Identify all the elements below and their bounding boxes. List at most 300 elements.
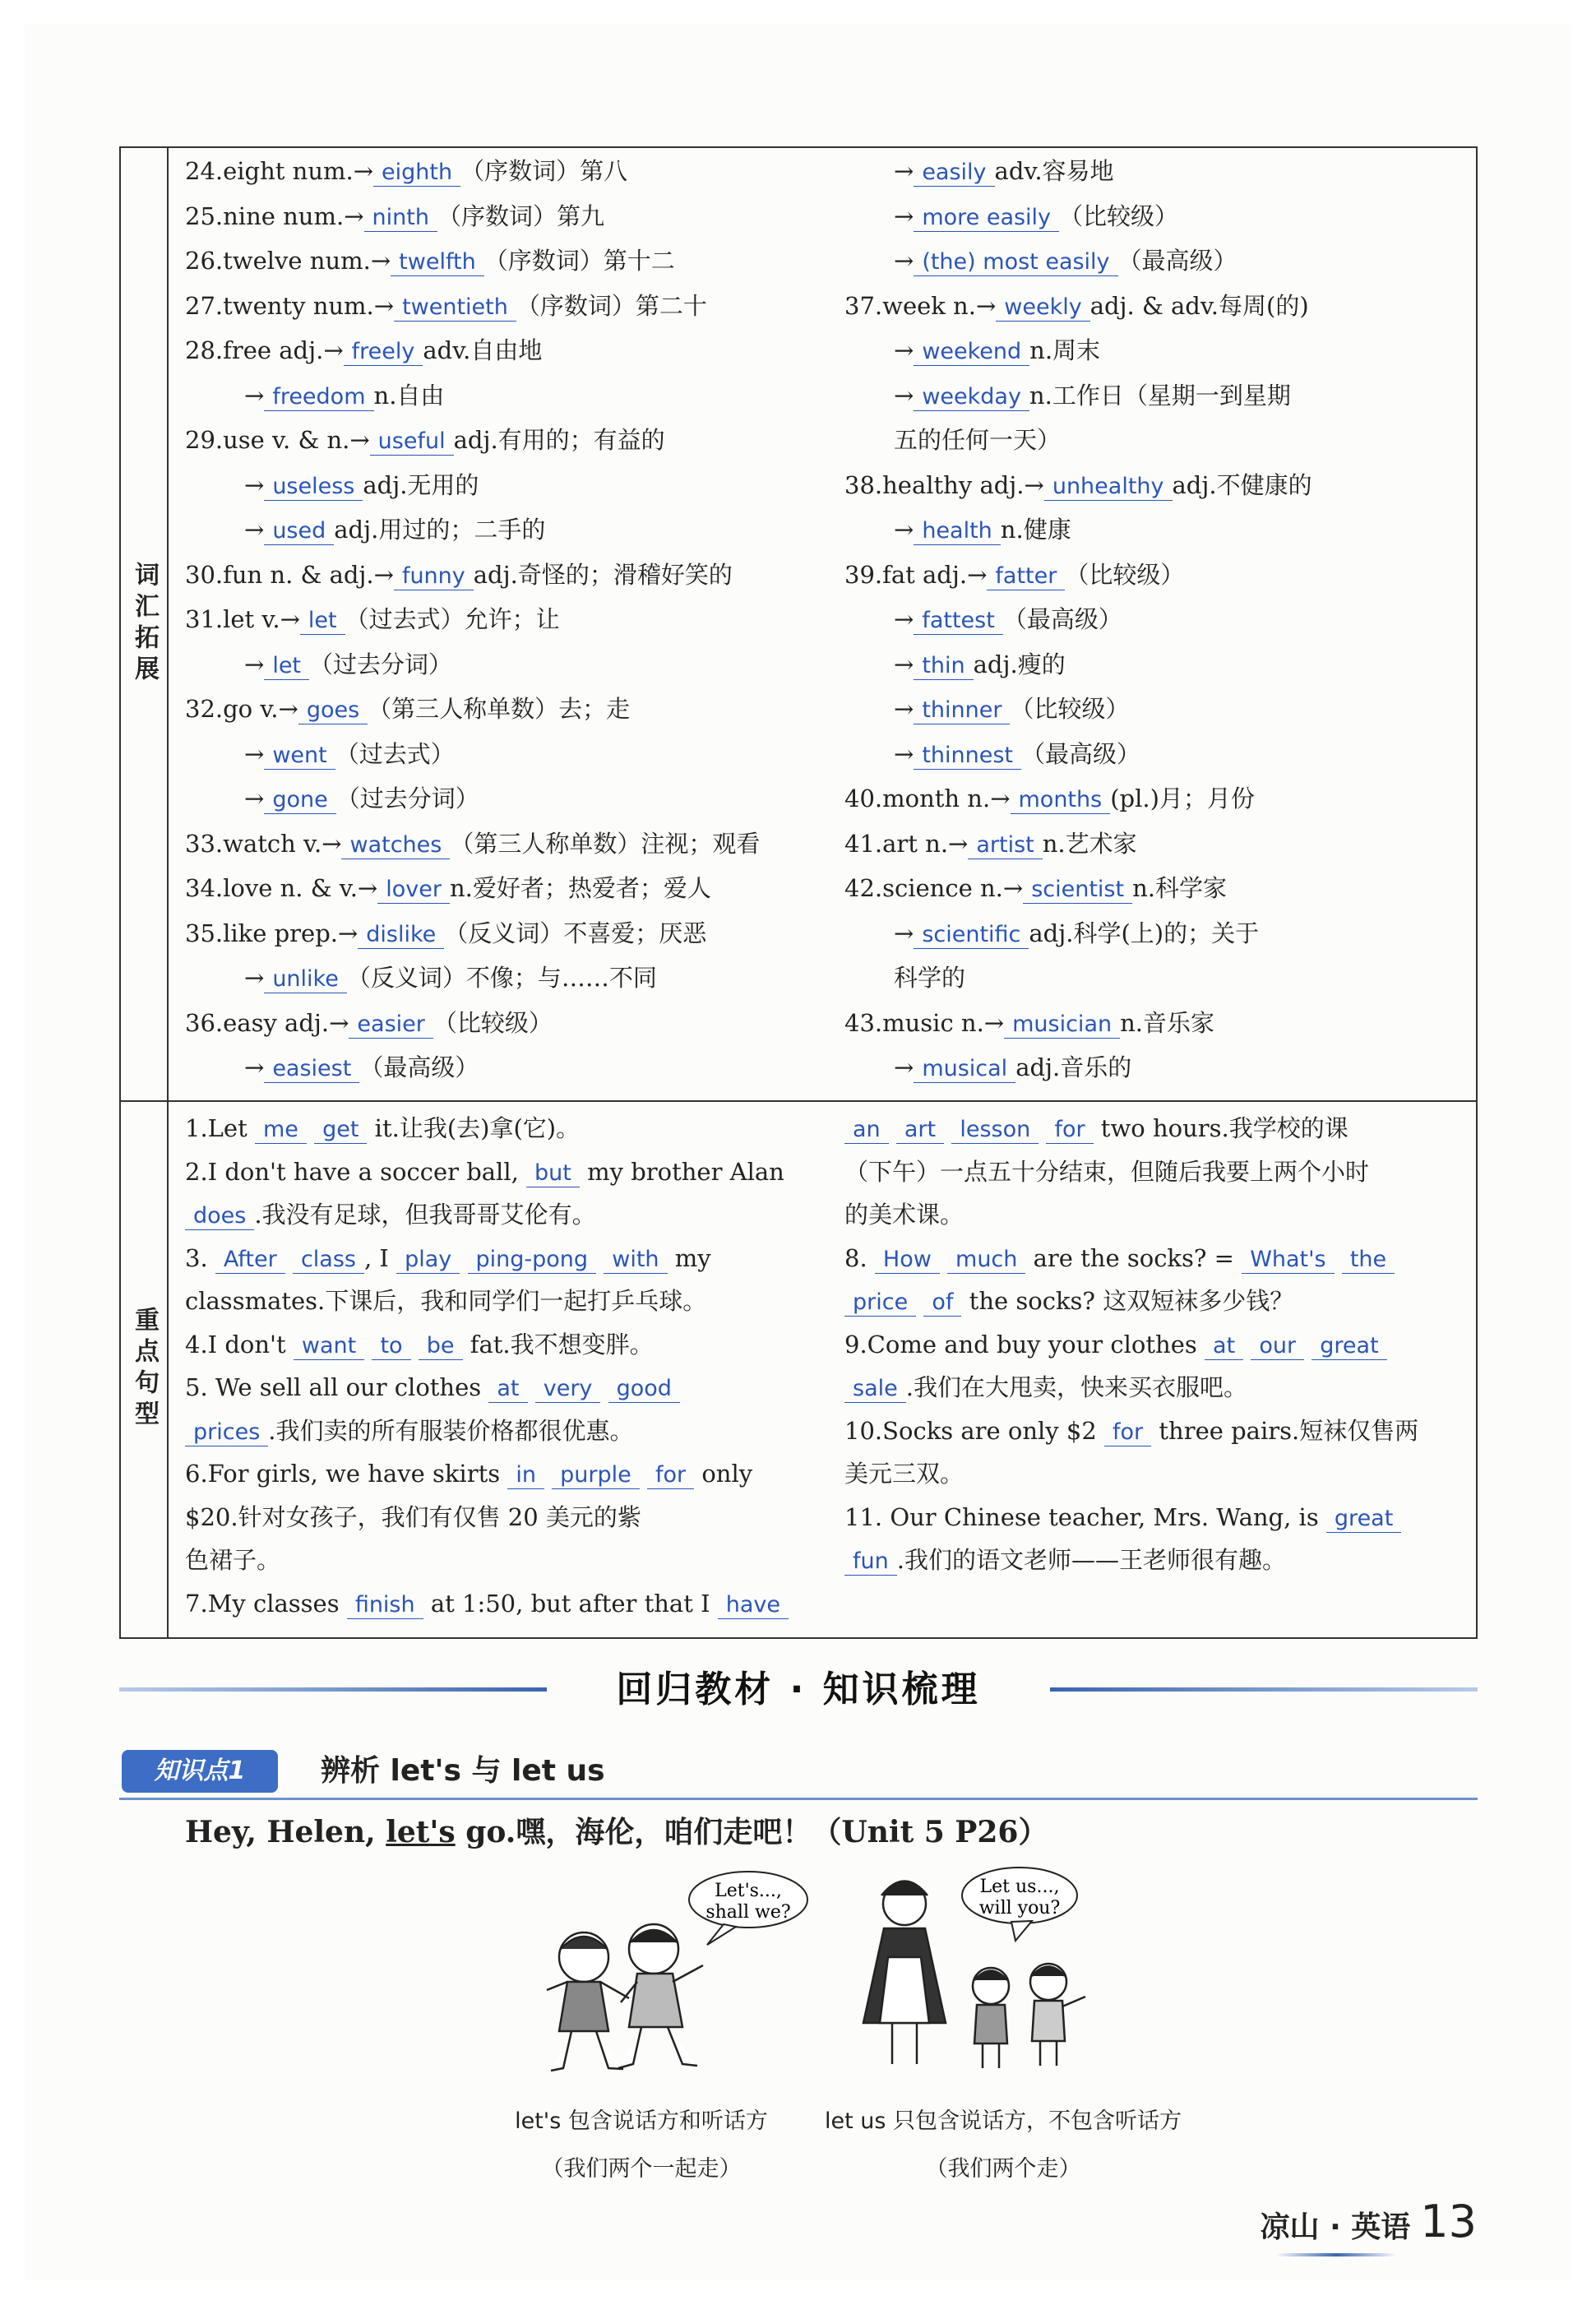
vocab-gloss: n.音乐家 bbox=[1120, 1008, 1215, 1037]
vocab-stem: → bbox=[894, 247, 914, 275]
vocab-gloss: （序数词）第九 bbox=[437, 201, 604, 230]
answer-blank: our bbox=[1251, 1333, 1304, 1360]
sentence-line bbox=[844, 1501, 1401, 1534]
sentence-line bbox=[185, 1371, 680, 1404]
small-kid-left bbox=[973, 1968, 1009, 2068]
vocab-gloss: n.健康 bbox=[1000, 516, 1071, 544]
answer-blank: lesson bbox=[951, 1117, 1039, 1144]
vocab-gloss: （比较级） bbox=[433, 1008, 553, 1037]
footer-text: 凉山 · 英语 bbox=[1260, 2210, 1411, 2244]
answer-blank: with bbox=[604, 1247, 667, 1274]
vocab-entry bbox=[185, 692, 630, 725]
vocab-stem: 43.music n.→ bbox=[844, 1008, 1005, 1037]
vocab-entry bbox=[894, 155, 1114, 187]
vocab-gloss: （序数词）第十二 bbox=[483, 247, 675, 275]
answer-blank: easiest bbox=[264, 1056, 359, 1083]
example-post: go.嘿，海伦，咱们走吧！（Unit 5 P26） bbox=[455, 1815, 1048, 1849]
answer-blank: artist bbox=[968, 832, 1042, 859]
vocab-stem: → bbox=[894, 1053, 914, 1081]
vocab-entry bbox=[894, 917, 1259, 950]
answer-blank: want bbox=[294, 1333, 364, 1360]
vocab-stem: 26.twelve num.→ bbox=[185, 247, 391, 275]
knowledge-point-badge: 知识点1 bbox=[122, 1750, 278, 1793]
vocab-stem: → bbox=[894, 739, 914, 768]
answer-blank: let bbox=[264, 653, 309, 680]
vocab-entry bbox=[185, 917, 706, 950]
answer-blank: fatter bbox=[987, 563, 1065, 590]
sentence-line bbox=[185, 1587, 789, 1620]
vocab-gloss: 科学的 bbox=[894, 964, 966, 992]
vocab-entry bbox=[185, 334, 542, 367]
vocab-gloss: n.科学家 bbox=[1132, 874, 1227, 902]
vocab-stem: 31.let v.→ bbox=[185, 605, 300, 633]
heading-rule-left bbox=[119, 1687, 547, 1692]
sentence-text: 11. Our Chinese teacher, Mrs. Wang, is bbox=[844, 1502, 1326, 1531]
answer-blank: twentieth bbox=[394, 294, 516, 322]
sentence-text bbox=[1304, 1331, 1311, 1358]
answer-blank: at bbox=[1205, 1333, 1243, 1360]
answer-blank: freely bbox=[344, 339, 423, 366]
vocab-entry bbox=[844, 289, 1309, 322]
answer-blank: (the) most easily bbox=[914, 249, 1117, 276]
sentence-line bbox=[185, 1112, 580, 1145]
sentence-text: .我们卖的所有服装价格都很优惠。 bbox=[268, 1416, 634, 1445]
answer-blank: unhealthy bbox=[1044, 474, 1173, 501]
vocab-entry bbox=[185, 289, 707, 322]
sentence-text: 10.Socks are only $2 bbox=[844, 1416, 1105, 1445]
vocab-entry bbox=[894, 1051, 1131, 1084]
vocab-stem: 36.easy adj.→ bbox=[185, 1008, 349, 1037]
answer-blank: After bbox=[215, 1247, 285, 1274]
vocab-entry bbox=[185, 558, 733, 591]
answer-blank: fun bbox=[844, 1548, 897, 1576]
answer-blank: purple bbox=[552, 1462, 640, 1489]
answer-blank: to bbox=[372, 1333, 410, 1360]
vocab-gloss: 五的任何一天） bbox=[894, 426, 1062, 454]
vocab-stem: 42.science n.→ bbox=[844, 874, 1024, 902]
sentence-text bbox=[640, 1460, 647, 1488]
sentence-text: fat.我不想变胖。 bbox=[462, 1330, 654, 1358]
vocab-section-label bbox=[121, 148, 169, 1100]
vocab-gloss: adj.无用的 bbox=[363, 470, 479, 499]
footer-bar bbox=[1274, 2253, 1398, 2256]
vocab-stem: → bbox=[244, 1053, 265, 1081]
answer-blank: gone bbox=[264, 787, 335, 814]
answer-blank: good bbox=[608, 1376, 680, 1403]
answer-blank: months bbox=[1011, 787, 1111, 814]
caption-let-us: let us 只包含说话方，不包含听话方 bbox=[824, 2108, 1182, 2134]
answer-blank: ninth bbox=[364, 205, 437, 232]
answer-blank: scientist bbox=[1023, 877, 1132, 904]
vocab-gloss: （最高级） bbox=[1021, 739, 1141, 768]
answer-blank: at bbox=[488, 1376, 527, 1403]
vocab-gloss: (pl.)月；月份 bbox=[1110, 785, 1255, 812]
vocab-gloss: （比较级） bbox=[1059, 201, 1179, 230]
vocab-stem: → bbox=[894, 157, 914, 185]
vocab-entry bbox=[894, 200, 1178, 233]
vocab-gloss: （序数词）第二十 bbox=[516, 291, 707, 320]
sentence-text: 的美术课。 bbox=[844, 1201, 965, 1229]
answer-blank: for bbox=[1046, 1117, 1093, 1144]
vocab-stem: 40.month n.→ bbox=[844, 785, 1011, 812]
example-sentence bbox=[185, 1809, 1048, 1855]
vocab-entry bbox=[894, 961, 965, 994]
vocab-entry bbox=[185, 200, 604, 233]
sentence-text: .我们在大甩卖，快来买衣服吧。 bbox=[905, 1373, 1247, 1401]
sentence-line bbox=[844, 1544, 1286, 1576]
answer-blank: goes bbox=[298, 697, 368, 724]
sentence-text: two hours.我学校的课 bbox=[1093, 1114, 1349, 1142]
answer-blank: for bbox=[1104, 1419, 1151, 1446]
vocab-entry bbox=[185, 424, 665, 456]
vocab-stem: 35.like prep.→ bbox=[185, 919, 359, 947]
answer-blank: health bbox=[914, 518, 1000, 545]
vocab-entry bbox=[185, 155, 627, 187]
answer-blank: weekend bbox=[914, 339, 1029, 366]
vocab-gloss: adj.奇怪的；滑稽好笑的 bbox=[473, 560, 733, 589]
answer-blank: very bbox=[535, 1376, 601, 1403]
answer-blank: play bbox=[396, 1247, 460, 1274]
vocab-stem: 24.eight num.→ bbox=[185, 157, 374, 185]
sentence-text: classmates.下课后，我和同学们一起打乒乓球。 bbox=[185, 1287, 707, 1315]
sentence-label-text: 重点句型 bbox=[130, 1306, 159, 1432]
sentence-line bbox=[844, 1371, 1247, 1404]
answer-blank: dislike bbox=[358, 922, 444, 949]
vocab-entry bbox=[185, 1007, 553, 1039]
vocab-stem: 25.nine num.→ bbox=[185, 201, 364, 230]
sentence-text bbox=[1243, 1331, 1251, 1358]
vocab-entry bbox=[185, 827, 760, 860]
vocab-gloss: adj.不健康的 bbox=[1172, 470, 1312, 499]
vocab-gloss: adj.用过的；二手的 bbox=[334, 516, 546, 544]
vocab-gloss: adv.容易地 bbox=[994, 157, 1114, 185]
vocab-entry bbox=[185, 603, 560, 636]
vocab-stem: 28.free adj.→ bbox=[185, 336, 344, 364]
vocab-stem: → bbox=[244, 516, 265, 544]
sentence-text: 5. We sell all our clothes bbox=[185, 1373, 489, 1401]
vocab-gloss: adj. & adv.每周(的) bbox=[1089, 291, 1309, 320]
answer-blank: great bbox=[1326, 1506, 1401, 1533]
sentence-text bbox=[889, 1114, 896, 1142]
caption-let-us-sub: （我们两个走） bbox=[925, 2156, 1081, 2182]
vocab-gloss: （最高级） bbox=[359, 1053, 479, 1081]
answer-blank: price bbox=[844, 1289, 916, 1317]
caption-lets-sub: （我们两个一起走） bbox=[541, 2156, 742, 2182]
sentence-text bbox=[944, 1114, 951, 1142]
vocab-stem: → bbox=[244, 785, 265, 812]
section-heading-title: 回归教材 · 知识梳理 bbox=[616, 1669, 981, 1710]
vocab-stem: → bbox=[894, 516, 914, 544]
vocab-stem: → bbox=[244, 650, 265, 678]
sentence-text: 色裙子。 bbox=[185, 1546, 281, 1574]
answer-blank: have bbox=[718, 1592, 789, 1619]
answer-blank: sale bbox=[844, 1376, 906, 1403]
vocab-entry bbox=[894, 244, 1237, 277]
sentence-text: 7.My classes bbox=[185, 1589, 347, 1618]
sentence-text bbox=[460, 1244, 467, 1272]
vocab-stem: → bbox=[894, 336, 914, 364]
vocab-entry bbox=[844, 782, 1255, 815]
answer-blank: thin bbox=[914, 653, 973, 680]
answer-blank: lover bbox=[377, 877, 450, 904]
page-footer bbox=[1261, 2196, 1477, 2247]
vocab-label-text: 词汇拓展 bbox=[130, 562, 159, 687]
vocab-entry bbox=[244, 513, 545, 546]
answer-blank: used bbox=[264, 518, 334, 545]
woman-figure bbox=[863, 1881, 946, 2065]
answer-blank: for bbox=[647, 1462, 694, 1489]
vocab-gloss: （序数词）第八 bbox=[460, 157, 628, 185]
vocab-entry bbox=[844, 827, 1137, 860]
answer-blank: freedom bbox=[264, 384, 373, 411]
vocab-gloss: （过去式）允许；让 bbox=[345, 605, 560, 633]
vocab-gloss: （反义词）不喜爱；厌恶 bbox=[444, 919, 707, 947]
heading-rule-right bbox=[1050, 1687, 1478, 1692]
vocab-entry bbox=[244, 738, 455, 771]
vocab-entry bbox=[894, 424, 1061, 456]
vocab-gloss: adj.瘦的 bbox=[973, 650, 1066, 678]
vocab-entry bbox=[185, 872, 711, 905]
sentence-text: 2.I don't have a soccer ball, bbox=[185, 1157, 527, 1186]
answer-blank: What's bbox=[1242, 1247, 1334, 1274]
vocab-stem: → bbox=[894, 919, 914, 947]
vocab-gloss: （最高级） bbox=[1117, 247, 1237, 275]
answer-blank: useless bbox=[264, 474, 363, 501]
vocab-entry bbox=[894, 738, 1140, 771]
section-heading bbox=[119, 1661, 1478, 1719]
answer-blank: funny bbox=[394, 563, 474, 590]
vocab-entry bbox=[844, 872, 1227, 905]
vocab-entry bbox=[244, 379, 444, 412]
answer-blank: ping-pong bbox=[468, 1247, 597, 1274]
vocab-entry bbox=[894, 603, 1122, 636]
sentence-text bbox=[544, 1460, 552, 1488]
vocab-stem: 32.go v.→ bbox=[185, 695, 298, 723]
answer-blank: class bbox=[293, 1247, 364, 1274]
answer-blank: thinnest bbox=[914, 743, 1021, 770]
vocab-entry bbox=[844, 1007, 1214, 1039]
vocab-stem: → bbox=[244, 381, 265, 410]
sentence-text: 1.Let bbox=[185, 1114, 255, 1142]
answer-blank: be bbox=[419, 1333, 463, 1360]
answer-blank: get bbox=[314, 1117, 367, 1144]
sentence-line bbox=[185, 1155, 784, 1188]
answer-blank: musical bbox=[914, 1056, 1015, 1083]
vocab-stem: 39.fat adj.→ bbox=[844, 560, 988, 589]
section-divider bbox=[121, 1100, 1476, 1102]
answer-blank: musician bbox=[1004, 1011, 1120, 1039]
bubble2-line1: Let us..., bbox=[979, 1877, 1060, 1897]
sentence-line bbox=[185, 1501, 641, 1534]
sentence-text: my brother Alan bbox=[579, 1157, 784, 1186]
bubble1-line2: shall we? bbox=[705, 1902, 791, 1923]
sentence-line bbox=[185, 1457, 752, 1490]
sentence-text bbox=[411, 1331, 419, 1358]
sentence-line bbox=[844, 1457, 964, 1490]
sentence-line bbox=[185, 1414, 634, 1447]
answer-blank: easier bbox=[349, 1011, 433, 1039]
answer-blank: twelfth bbox=[391, 249, 484, 276]
vocab-entry bbox=[894, 648, 1066, 681]
vocab-stem: 37.week n.→ bbox=[844, 291, 997, 320]
sentence-text bbox=[916, 1287, 923, 1315]
sentence-line bbox=[844, 1328, 1387, 1361]
sentence-line bbox=[185, 1284, 706, 1317]
answer-blank: the bbox=[1342, 1247, 1395, 1274]
vocab-entry bbox=[244, 469, 479, 502]
answer-blank: much bbox=[947, 1247, 1025, 1274]
speech-bubble-let-us bbox=[962, 1868, 1077, 1941]
sentence-text bbox=[600, 1373, 608, 1401]
vocab-entry bbox=[894, 379, 1291, 412]
sentence-text bbox=[307, 1114, 314, 1142]
sentence-text: 4.I don't bbox=[185, 1330, 294, 1358]
answer-blank: an bbox=[844, 1117, 889, 1144]
answer-blank: scientific bbox=[914, 922, 1029, 949]
answer-blank: let bbox=[300, 608, 345, 635]
vocab-gloss: adv.自由地 bbox=[423, 336, 543, 364]
vocab-gloss: （过去分词） bbox=[335, 785, 479, 812]
vocab-gloss: （比较级） bbox=[1065, 560, 1185, 589]
sentence-line bbox=[844, 1284, 1293, 1317]
sentence-text: 美元三双。 bbox=[844, 1460, 965, 1488]
answer-blank: easily bbox=[914, 160, 994, 187]
sentence-text: .我没有足球，但我哥哥艾伦有。 bbox=[254, 1201, 596, 1229]
vocab-gloss: （第三人称单数）注视；观看 bbox=[450, 829, 761, 858]
kid-right bbox=[618, 1924, 703, 2068]
vocab-stem: → bbox=[894, 695, 914, 723]
example-pre: Hey, Helen, bbox=[185, 1815, 386, 1849]
knowledge-point-title: 辨析 let's 与 let us bbox=[321, 1754, 605, 1788]
answer-blank: weekday bbox=[914, 384, 1029, 411]
vocab-entry bbox=[894, 692, 1129, 725]
sentence-text bbox=[1335, 1244, 1342, 1272]
vocab-stem: 38.healthy adj.→ bbox=[844, 470, 1044, 499]
vocab-entry bbox=[244, 961, 657, 994]
vocab-gloss: （比较级） bbox=[1010, 695, 1130, 723]
answer-blank: prices bbox=[185, 1419, 268, 1446]
vocab-gloss: adj.科学(上)的；关于 bbox=[1029, 919, 1260, 947]
sentence-line bbox=[185, 1328, 654, 1361]
sentence-text: 3. bbox=[185, 1243, 215, 1272]
vocab-gloss: （过去分词） bbox=[309, 650, 453, 678]
answer-blank: more easily bbox=[914, 205, 1059, 232]
answer-blank: thinner bbox=[914, 697, 1010, 724]
vocab-stem: 34.love n. & v.→ bbox=[185, 874, 378, 902]
vocab-entry bbox=[894, 334, 1100, 367]
vocab-gloss: n.爱好者；热爱者；爱人 bbox=[449, 874, 711, 902]
sentence-line bbox=[185, 1242, 711, 1275]
sentence-line bbox=[185, 1198, 596, 1231]
sentence-text: , I bbox=[363, 1243, 397, 1272]
vocab-gloss: （反义词）不像；与……不同 bbox=[346, 964, 657, 992]
sentence-text bbox=[364, 1331, 372, 1358]
vocab-stem: → bbox=[894, 650, 914, 678]
sentence-text: 8. bbox=[844, 1243, 875, 1272]
answer-blank: How bbox=[875, 1247, 940, 1274]
sentence-text bbox=[596, 1244, 604, 1272]
vocab-entry bbox=[844, 558, 1184, 591]
answer-blank: eighth bbox=[373, 160, 460, 187]
answer-blank: does bbox=[185, 1203, 254, 1230]
sentence-text: are the socks? = bbox=[1025, 1243, 1242, 1272]
sentence-section-label bbox=[121, 1100, 169, 1637]
sentence-text: 6.For girls, we have skirts bbox=[185, 1460, 508, 1488]
vocab-gloss: （最高级） bbox=[1002, 605, 1122, 633]
sentence-text bbox=[528, 1373, 535, 1401]
vocab-stem: 33.watch v.→ bbox=[185, 829, 342, 858]
vocab-stem: 27.twenty num.→ bbox=[185, 291, 395, 320]
let-us-illustration bbox=[847, 1858, 1159, 2081]
exercise-table bbox=[119, 146, 1478, 1639]
vocab-gloss: n.自由 bbox=[373, 381, 445, 410]
vocab-gloss: n.艺术家 bbox=[1042, 829, 1137, 858]
vocab-entry bbox=[894, 513, 1071, 546]
vocab-gloss: adj.有用的；有益的 bbox=[453, 426, 665, 454]
vocab-stem: 30.fun n. & adj.→ bbox=[185, 560, 394, 589]
vocab-stem: 41.art n.→ bbox=[844, 829, 969, 858]
lets-illustration bbox=[485, 1867, 830, 2081]
sentence-text: the socks? 这双短袜多少钱？ bbox=[961, 1287, 1294, 1315]
vocab-entry bbox=[244, 648, 452, 681]
bubble2-line2: will you? bbox=[978, 1898, 1061, 1919]
sentence-line bbox=[844, 1112, 1349, 1145]
answer-blank: finish bbox=[347, 1592, 423, 1619]
sentence-text bbox=[285, 1244, 293, 1272]
sentence-text bbox=[1039, 1114, 1046, 1142]
vocab-entry bbox=[185, 244, 675, 277]
knowledge-point-rule bbox=[119, 1798, 1478, 1800]
answer-blank: unlike bbox=[264, 966, 347, 993]
answer-blank: watches bbox=[341, 832, 450, 859]
answer-blank: weekly bbox=[996, 294, 1089, 322]
sentence-text bbox=[940, 1244, 947, 1272]
sentence-text: .我们的语文老师——王老师很有趣。 bbox=[896, 1546, 1286, 1574]
sentence-text: at 1:50, but after that I bbox=[423, 1589, 718, 1618]
bubble1-line1: Let's..., bbox=[715, 1881, 782, 1901]
answer-blank: fattest bbox=[914, 608, 1003, 635]
answer-blank: of bbox=[923, 1289, 961, 1317]
sentence-line bbox=[185, 1544, 280, 1576]
sentence-line bbox=[844, 1242, 1395, 1275]
kid-left bbox=[547, 1932, 629, 2071]
sentence-text: 9.Come and buy your clothes bbox=[844, 1330, 1205, 1358]
vocab-gloss: （过去式） bbox=[335, 739, 455, 768]
sentence-text: （下午）一点五十分结束，但随后我要上两个小时 bbox=[844, 1157, 1370, 1186]
sentence-line bbox=[844, 1155, 1369, 1188]
vocab-stem: → bbox=[894, 381, 914, 410]
vocab-entry bbox=[244, 1051, 479, 1084]
sentence-text: my bbox=[667, 1243, 711, 1272]
page-number: 13 bbox=[1420, 2196, 1477, 2247]
speech-bubble-lets bbox=[689, 1872, 807, 1945]
vocab-gloss: n.工作日（星期一到星期 bbox=[1029, 381, 1291, 410]
sentence-text: it.让我(去)拿(它)。 bbox=[367, 1114, 581, 1142]
answer-blank: art bbox=[896, 1117, 944, 1144]
answer-blank: great bbox=[1311, 1333, 1386, 1360]
answer-blank: me bbox=[255, 1117, 307, 1144]
vocab-gloss: n.周末 bbox=[1029, 336, 1101, 364]
vocab-entry bbox=[844, 469, 1312, 502]
answer-blank: in bbox=[507, 1462, 544, 1489]
sentence-text: three pairs.短袜仅售两 bbox=[1151, 1416, 1419, 1445]
sentence-text: $20.针对女孩子，我们有仅售 20 美元的紫 bbox=[185, 1502, 641, 1531]
vocab-stem: → bbox=[894, 201, 914, 230]
vocab-stem: → bbox=[244, 964, 265, 992]
sentence-line bbox=[844, 1414, 1418, 1447]
caption-lets: let's 包含说话方和听话方 bbox=[515, 2108, 768, 2134]
example-underlined: let's bbox=[386, 1815, 456, 1849]
